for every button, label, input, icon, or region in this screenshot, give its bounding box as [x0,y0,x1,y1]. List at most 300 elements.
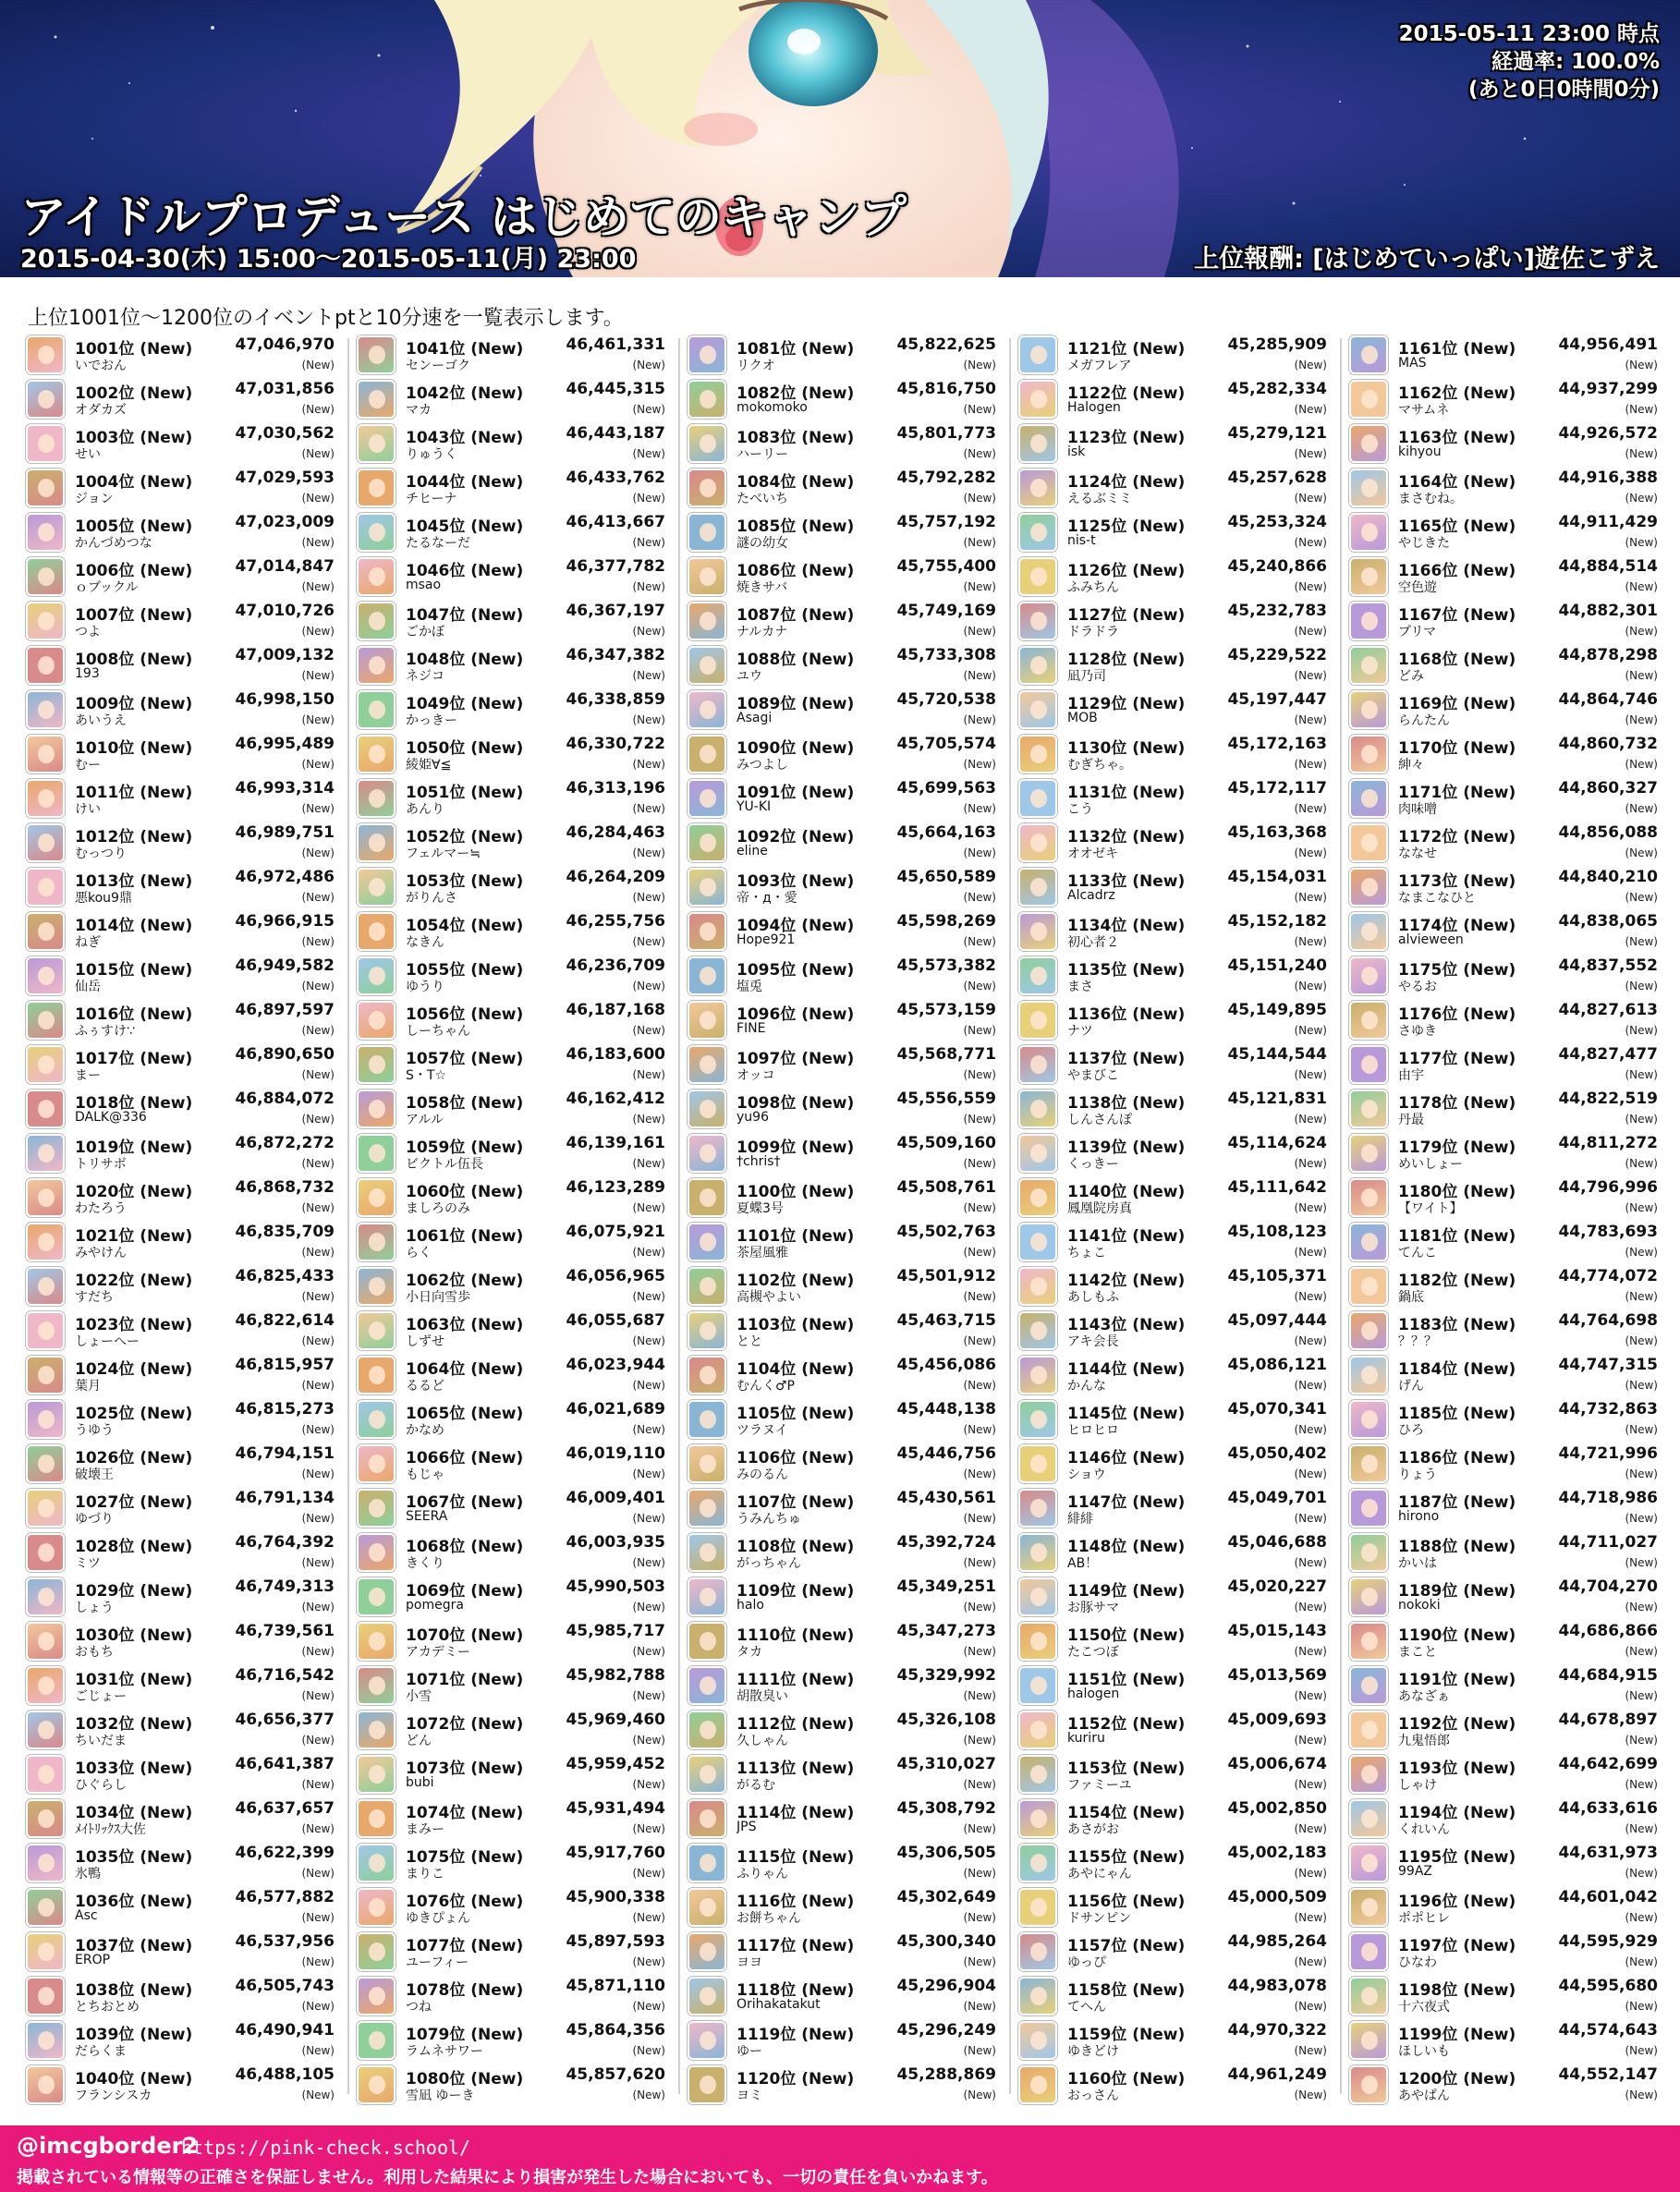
idol-card-avatar [357,1977,396,2015]
rank-label: 1130位 (New) [1067,739,1186,758]
idol-card-avatar [688,779,726,818]
rank-label: 1061位 (New) [406,1227,524,1246]
producer-name: くっきー [1067,1157,1119,1172]
event-points: 45,149,895 [1227,1001,1327,1019]
ten-minute-speed: (New) [1294,1068,1327,1081]
rank-label: 1036位 (New) [75,1893,193,1911]
site-url-link[interactable]: https://pink-check.school/ [181,2137,471,2159]
rank-label: 1083位 (New) [737,429,855,447]
rank-label: 1107位 (New) [737,1493,855,1512]
producer-name: 雪凪 ゆーき [406,2088,475,2103]
producer-name: みのるん [737,1467,788,1482]
ranking-row [1349,333,1662,377]
event-title: アイドルプロデュース はじめてのキャンプ [20,190,907,244]
event-points: 45,300,340 [896,1932,996,1951]
ten-minute-speed: (New) [301,1379,335,1392]
ranking-row [688,998,1000,1042]
event-points: 45,329,992 [896,1666,996,1685]
idol-card-avatar [357,956,396,995]
ten-minute-speed: (New) [632,980,665,992]
event-points: 47,030,562 [235,424,335,443]
ranking-row [26,377,338,421]
event-points: 46,641,387 [235,1755,335,1773]
event-points: 45,151,240 [1227,956,1327,975]
event-points: 45,502,763 [896,1223,996,1241]
idol-card-avatar [688,1755,726,1794]
producer-name: あやにゃん [1067,1867,1132,1881]
event-points: 45,253,324 [1227,513,1327,531]
event-points: 45,430,561 [896,1489,996,1507]
event-points: 45,705,574 [896,735,996,753]
event-points: 47,023,009 [235,513,335,531]
rank-label: 1112位 (New) [737,1715,855,1734]
ten-minute-speed: (New) [963,1068,996,1081]
ranking-row [1349,1575,1662,1619]
producer-name: yu96 [737,1110,769,1125]
producer-name: センーゴク [406,359,470,373]
ranking-row [26,1663,338,1708]
producer-name: 九鬼悟郎 [1398,1734,1450,1748]
ranking-row [1349,688,1662,732]
ten-minute-speed: (New) [1294,1734,1327,1747]
event-header-banner [0,0,1680,277]
rank-label: 1020位 (New) [75,1183,193,1201]
producer-name: あいうえ [75,713,127,728]
ranking-row [357,998,669,1042]
idol-card-avatar [1018,380,1057,419]
ranking-row [26,1486,338,1530]
event-points: 44,916,388 [1558,469,1658,487]
ten-minute-speed: (New) [301,891,335,904]
event-points: 46,123,289 [566,1178,665,1197]
idol-card-avatar [357,1799,396,1838]
ranking-row [688,599,1000,643]
producer-name: いでおん [75,359,127,373]
idol-card-avatar [1349,1045,1388,1084]
idol-card-avatar [688,1622,726,1661]
ranking-row [26,1619,338,1663]
producer-name: まー [75,1068,101,1083]
event-points: 44,985,264 [1227,1932,1327,1951]
ten-minute-speed: (New) [632,1201,665,1214]
ranking-row [1018,1264,1331,1309]
rank-label: 1021位 (New) [75,1227,193,1246]
ten-minute-speed: (New) [1625,625,1658,638]
ten-minute-speed: (New) [301,1556,335,1569]
rank-label: 1102位 (New) [737,1272,855,1290]
producer-name: 謎の幼女 [737,536,788,551]
ten-minute-speed: (New) [963,580,996,593]
event-points: 45,969,460 [566,1711,665,1729]
ten-minute-speed: (New) [301,580,335,593]
idol-card-avatar [688,956,726,995]
rank-label: 1019位 (New) [75,1139,193,1157]
rank-label: 1013位 (New) [75,872,193,891]
idol-card-avatar [357,1844,396,1882]
ten-minute-speed: (New) [1625,403,1658,416]
rank-label: 1176位 (New) [1398,1005,1516,1024]
rank-label: 1167位 (New) [1398,606,1516,625]
ten-minute-speed: (New) [963,1512,996,1525]
rank-label: 1163位 (New) [1398,429,1516,447]
idol-card-avatar [26,1134,65,1173]
ten-minute-speed: (New) [1625,802,1658,815]
ten-minute-speed: (New) [301,935,335,948]
ten-minute-speed: (New) [1294,1334,1327,1347]
ten-minute-speed: (New) [1625,1467,1658,1480]
event-points: 46,347,382 [566,646,665,664]
rank-label: 1129位 (New) [1067,695,1186,713]
ranking-row [1349,865,1662,909]
producer-name: だらくま [75,2044,127,2059]
rank-label: 1183位 (New) [1398,1316,1516,1334]
rank-label: 1042位 (New) [406,384,524,403]
ranking-row [688,1796,1000,1841]
ranking-row [1349,1885,1662,1930]
producer-name: SEERA [406,1509,448,1524]
ranking-row [1349,1841,1662,1885]
idol-card-avatar [688,335,726,374]
ranking-row [357,1309,669,1353]
ten-minute-speed: (New) [963,846,996,859]
ranking-row [688,732,1000,776]
producer-name: ねぎ [75,935,101,950]
ten-minute-speed: (New) [963,1822,996,1835]
producer-name: ヨミ [737,2088,762,2103]
event-points: 46,488,105 [235,2065,335,2084]
ten-minute-speed: (New) [963,935,996,948]
producer-name: ﾒｲﾄﾘｯｸｽ大佐 [75,1822,146,1837]
idol-card-avatar [357,1533,396,1572]
event-points: 44,718,986 [1558,1489,1658,1507]
ten-minute-speed: (New) [1625,758,1658,771]
idol-card-avatar [688,646,726,685]
idol-card-avatar [1018,513,1057,552]
ranking-row [688,2063,1000,2107]
event-points: 44,595,929 [1558,1932,1658,1951]
rank-label: 1071位 (New) [406,1671,524,1689]
ranking-row [26,1442,338,1486]
rank-label: 1053位 (New) [406,872,524,891]
ten-minute-speed: (New) [301,1689,335,1702]
event-points: 45,308,792 [896,1799,996,1818]
event-points: 45,720,538 [896,690,996,709]
producer-name: 99AZ [1398,1864,1432,1879]
ranking-row [357,776,669,821]
event-points: 45,002,183 [1227,1844,1327,1862]
ten-minute-speed: (New) [301,846,335,859]
rank-label: 1196位 (New) [1398,1893,1516,1911]
ten-minute-speed: (New) [632,2088,665,2101]
producer-name: Asagi [737,711,773,725]
event-points: 45,347,273 [896,1622,996,1640]
ranking-row [357,2018,669,2063]
event-points: 46,490,941 [235,2021,335,2040]
event-points: 45,046,688 [1227,1533,1327,1552]
ranking-row [1018,821,1331,865]
ranking-row [688,1663,1000,1708]
rank-label: 1068位 (New) [406,1538,524,1556]
idol-card-avatar [26,380,65,419]
idol-card-avatar [1349,1267,1388,1306]
event-points: 44,827,613 [1558,1001,1658,1019]
idol-card-avatar [357,1666,396,1705]
ranking-row [1018,1663,1331,1708]
ranking-row [26,688,338,732]
event-points: 46,183,600 [566,1045,665,1064]
rank-label: 1119位 (New) [737,2026,855,2044]
rank-label: 1200位 (New) [1398,2070,1516,2088]
event-points: 44,774,072 [1558,1267,1658,1285]
ranking-row [688,1575,1000,1619]
producer-name: ゆっぴ [1067,1955,1106,1970]
rank-label: 1164位 (New) [1398,473,1516,492]
idol-card-avatar [26,646,65,685]
ten-minute-speed: (New) [963,1778,996,1791]
event-points: 44,840,210 [1558,868,1658,886]
ranking-row [357,1220,669,1264]
ten-minute-speed: (New) [963,669,996,682]
producer-name: alvieween [1398,932,1464,947]
ten-minute-speed: (New) [963,1379,996,1392]
ranking-row [26,510,338,554]
ranking-row [688,1930,1000,1974]
ten-minute-speed: (New) [1294,846,1327,859]
idol-card-avatar [357,823,396,862]
idol-card-avatar [26,602,65,640]
event-points: 46,884,072 [235,1090,335,1108]
ten-minute-speed: (New) [1625,536,1658,549]
status-remaining: (あと0日0時間0分) [1467,78,1660,102]
ten-minute-speed: (New) [1294,403,1327,416]
idol-card-avatar [26,557,65,596]
ten-minute-speed: (New) [963,1423,996,1436]
ranking-row [357,1131,669,1175]
ten-minute-speed: (New) [301,403,335,416]
producer-name: メガフレア [1067,359,1132,373]
idol-card-avatar [357,1622,396,1661]
producer-name: nokoki [1398,1598,1441,1613]
event-points: 46,815,273 [235,1400,335,1419]
rank-label: 1191位 (New) [1398,1671,1516,1689]
event-points: 45,020,227 [1227,1577,1327,1596]
ten-minute-speed: (New) [963,713,996,726]
ranking-row [26,1309,338,1353]
producer-name: げん [1398,1379,1424,1394]
rank-label: 1197位 (New) [1398,1937,1516,1955]
ranking-row [357,1796,669,1841]
producer-name: しょーへー [75,1334,140,1349]
ten-minute-speed: (New) [632,492,665,505]
event-points: 46,187,168 [566,1001,665,1019]
ranking-row [357,1442,669,1486]
ten-minute-speed: (New) [963,447,996,460]
event-points: 45,573,159 [896,1001,996,1019]
idol-card-avatar [1349,602,1388,640]
ranking-row [1018,688,1331,732]
ten-minute-speed: (New) [1294,2000,1327,2013]
event-reward: 上位報酬: [はじめていっぱい]遊佐こずえ [1194,245,1660,274]
producer-name: りょう [1398,1467,1437,1482]
idol-card-avatar [688,1489,726,1528]
event-points: 46,338,859 [566,690,665,709]
ten-minute-speed: (New) [1294,580,1327,593]
ten-minute-speed: (New) [1625,580,1658,593]
event-points: 44,595,680 [1558,1977,1658,1995]
idol-card-avatar [357,1267,396,1306]
event-points: 45,111,642 [1227,1178,1327,1197]
rank-label: 1109位 (New) [737,1582,855,1601]
event-points: 45,755,400 [896,557,996,576]
event-points: 46,825,433 [235,1267,335,1285]
ranking-row [1018,1530,1331,1575]
producer-name: つよ [75,625,101,639]
event-points: 45,650,589 [896,868,996,886]
idol-card-avatar [688,1444,726,1483]
event-points: 46,313,196 [566,779,665,798]
ranking-row [1018,954,1331,998]
ten-minute-speed: (New) [301,713,335,726]
event-points: 46,537,956 [235,1932,335,1951]
rank-label: 1182位 (New) [1398,1272,1516,1290]
event-points: 46,377,782 [566,557,665,576]
rank-label: 1010位 (New) [75,739,193,758]
producer-name: むっつり [75,846,127,861]
ten-minute-speed: (New) [1294,1246,1327,1259]
event-points: 46,264,209 [566,868,665,886]
producer-name: ショウ [1067,1467,1106,1482]
ten-minute-speed: (New) [632,1512,665,1525]
producer-name: かいは [1398,1556,1437,1571]
idol-card-avatar [357,912,396,951]
idol-card-avatar [26,1489,65,1528]
event-points: 45,556,559 [896,1090,996,1108]
ranking-row [1349,1353,1662,1397]
event-points: 44,686,866 [1558,1622,1658,1640]
rank-label: 1059位 (New) [406,1139,524,1157]
producer-name: Hope921 [737,932,796,947]
ranking-row [1349,377,1662,421]
ranking-row [1349,1486,1662,1530]
rank-label: 1180位 (New) [1398,1183,1516,1201]
idol-card-avatar [26,424,65,463]
event-points: 44,642,699 [1558,1755,1658,1773]
ten-minute-speed: (New) [1625,2044,1658,2057]
ranking-row [26,2018,338,2063]
producer-name: とちおとめ [75,2000,140,2015]
ten-minute-speed: (New) [1625,1556,1658,1569]
event-points: 46,972,486 [235,868,335,886]
producer-name: hirono [1398,1509,1440,1524]
ranking-row [688,1619,1000,1663]
rank-label: 1104位 (New) [737,1360,855,1379]
rank-label: 1006位 (New) [75,562,193,580]
rank-label: 1140位 (New) [1067,1183,1186,1201]
ten-minute-speed: (New) [963,1556,996,1569]
idol-card-avatar [357,602,396,640]
ranking-row [26,865,338,909]
column-divider [1009,338,1011,2094]
ten-minute-speed: (New) [301,1201,335,1214]
ranking-row [26,1530,338,1575]
ten-minute-speed: (New) [301,802,335,815]
producer-name: 紳々 [1398,758,1424,773]
idol-card-avatar [1349,1799,1388,1838]
ten-minute-speed: (New) [301,2000,335,2013]
ranking-row [357,865,669,909]
producer-name: JPS [737,1820,757,1834]
rank-label: 1069位 (New) [406,1582,524,1601]
ten-minute-speed: (New) [301,2044,335,2057]
ranking-row [357,1175,669,1220]
idol-card-avatar [26,868,65,907]
ten-minute-speed: (New) [632,1601,665,1614]
rank-label: 1025位 (New) [75,1405,193,1423]
ten-minute-speed: (New) [1294,1379,1327,1392]
event-points: 44,882,301 [1558,602,1658,620]
rank-label: 1027位 (New) [75,1493,193,1512]
idol-card-avatar [1349,2021,1388,2060]
ranking-row [1349,554,1662,599]
idol-card-avatar [26,1844,65,1882]
event-points: 45,985,717 [566,1622,665,1640]
producer-name: アルル [406,1113,444,1127]
ten-minute-speed: (New) [1625,891,1658,904]
idol-card-avatar [688,1001,726,1040]
event-points: 45,349,251 [896,1577,996,1596]
producer-name: がっちゃん [737,1556,801,1571]
event-points: 44,864,746 [1558,690,1658,709]
rank-label: 1138位 (New) [1067,1094,1186,1113]
ten-minute-speed: (New) [963,1867,996,1880]
ten-minute-speed: (New) [963,1689,996,1702]
producer-name: しゃけ [1398,1778,1437,1793]
event-points: 45,015,143 [1227,1622,1327,1640]
idol-card-avatar [688,1267,726,1306]
twitter-handle-link[interactable]: @imcgborder2 [17,2133,199,2159]
rank-label: 1134位 (New) [1067,917,1186,935]
ten-minute-speed: (New) [632,580,665,593]
ranking-row [1018,2018,1331,2063]
ranking-row [357,1885,669,1930]
event-points: 47,010,726 [235,602,335,620]
event-points: 46,255,756 [566,912,665,931]
ten-minute-speed: (New) [301,758,335,771]
idol-card-avatar [1349,823,1388,862]
ten-minute-speed: (New) [1625,1068,1658,1081]
ten-minute-speed: (New) [632,1467,665,1480]
idol-card-avatar [357,1001,396,1040]
event-points: 45,733,308 [896,646,996,664]
event-points: 45,296,249 [896,2021,996,2040]
event-period: 2015-04-30(木) 15:00〜2015-05-11(月) 23:00 [20,245,637,274]
idol-card-avatar [1018,646,1057,685]
ten-minute-speed: (New) [1294,492,1327,505]
idol-card-avatar [1018,1799,1057,1838]
producer-name: せい [75,447,101,462]
rank-label: 1075位 (New) [406,1848,524,1867]
rank-label: 1040位 (New) [75,2070,193,2088]
rank-label: 1095位 (New) [737,961,855,980]
rank-label: 1141位 (New) [1067,1227,1186,1246]
ranking-row [357,1930,669,1974]
event-points: 46,443,187 [566,424,665,443]
rank-label: 1121位 (New) [1067,340,1186,359]
ranking-row [1018,1175,1331,1220]
ten-minute-speed: (New) [1294,1556,1327,1569]
rank-label: 1193位 (New) [1398,1760,1516,1778]
idol-card-avatar [688,1844,726,1882]
